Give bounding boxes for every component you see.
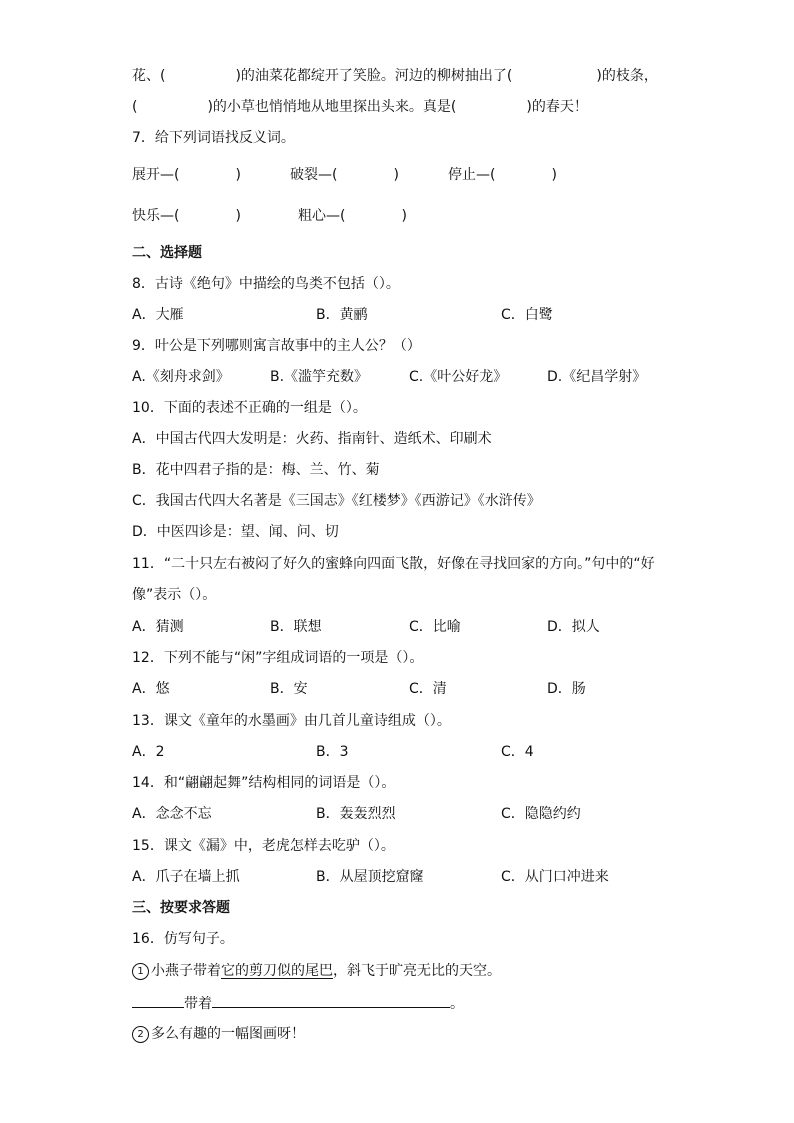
q10-option-b: B．花中四君子指的是：梅、兰、竹、菊 bbox=[132, 462, 380, 478]
answer-blank-subject[interactable] bbox=[132, 993, 184, 1008]
q16-example-sentence bbox=[132, 961, 501, 981]
q12-option-d: D．肠 bbox=[547, 681, 586, 697]
answer-blank-object[interactable] bbox=[212, 993, 450, 1008]
question-13-stem: 13．课文《童年的水墨画》由几首儿童诗组成（）。 bbox=[132, 713, 451, 729]
question-12-stem: 12．下列不能与“闲”字组成词语的一项是（）。 bbox=[132, 650, 424, 666]
q16-item-2 bbox=[132, 1024, 305, 1044]
circled-number-1: 1 bbox=[132, 963, 149, 980]
q7-item-5: 粗心—( ) bbox=[298, 208, 407, 224]
q8-option-a: A．大雁 bbox=[132, 307, 184, 323]
q14-option-b: B．轰轰烈烈 bbox=[316, 806, 396, 822]
fill-in-line-1: 花、( )的油菜花都绽开了笑脸。河边的柳树抽出了( )的枝条， bbox=[132, 68, 658, 84]
q16-example-part-1: 小燕子带着 bbox=[151, 963, 221, 979]
q9-option-c: C.《叶公好龙》 bbox=[409, 369, 508, 385]
question-9-stem: 9．叶公是下列哪则寓言故事中的主人公？（） bbox=[132, 338, 421, 354]
q8-option-b: B．黄鹂 bbox=[316, 307, 368, 323]
q13-option-c: C．4 bbox=[501, 744, 534, 760]
q10-option-a: A．中国古代四大发明是：火药、指南针、造纸术、印刷术 bbox=[132, 431, 492, 447]
q12-option-b: B．安 bbox=[270, 681, 308, 697]
question-11-stem-line-2: 像”表示（）。 bbox=[132, 587, 217, 603]
q7-item-2: 破裂—( ) bbox=[290, 167, 399, 183]
q11-option-d: D．拟人 bbox=[547, 619, 600, 635]
q7-item-1: 展开—( ) bbox=[132, 167, 241, 183]
q9-option-d: D.《纪昌学射》 bbox=[547, 369, 647, 385]
q9-option-b: B.《滥竽充数》 bbox=[270, 369, 369, 385]
q15-option-a: A．爪子在墙上抓 bbox=[132, 869, 240, 885]
q16-example-part-2: ，斜飞于旷亮无比的天空。 bbox=[333, 963, 501, 979]
q11-option-a: A．猜测 bbox=[132, 619, 184, 635]
q8-option-c: C．白鹭 bbox=[501, 307, 553, 323]
q7-item-3: 停止—( ) bbox=[448, 167, 557, 183]
section-2-heading: 二、选择题 bbox=[132, 245, 202, 261]
q14-option-a: A．念念不忘 bbox=[132, 806, 212, 822]
q13-option-b: B．3 bbox=[316, 744, 349, 760]
q10-option-d: D．中医四诊是：望、闻、问、切 bbox=[132, 524, 339, 540]
fill-in-line-2: ( )的小草也悄悄地从地里探出头来。真是( )的春天！ bbox=[132, 99, 588, 115]
q9-option-a: A.《刻舟求剑》 bbox=[132, 369, 230, 385]
q12-option-c: C．清 bbox=[409, 681, 447, 697]
q11-option-c: C．比喻 bbox=[409, 619, 461, 635]
q14-option-c: C．隐隐约约 bbox=[501, 806, 581, 822]
question-14-stem: 14．和“翩翩起舞”结构相同的词语是（）。 bbox=[132, 775, 396, 791]
circled-number-2: 2 bbox=[132, 1026, 149, 1043]
question-15-stem: 15．课文《漏》中，老虎怎样去吃驴（）。 bbox=[132, 838, 395, 854]
q16-fill-period: 。 bbox=[450, 996, 464, 1012]
q10-option-c: C．我国古代四大名著是《三国志》《红楼梦》《西游记》《水浒传》 bbox=[132, 493, 541, 509]
question-10-stem: 10．下面的表述不正确的一组是（）。 bbox=[132, 400, 367, 416]
q16-example-underlined: 它的剪刀似的尾巴 bbox=[221, 963, 333, 979]
question-8-stem: 8．古诗《绝句》中描绘的鸟类不包括（）。 bbox=[132, 276, 400, 292]
q16-fill-connector: 带着 bbox=[184, 996, 212, 1012]
q16-item-2-text: 多么有趣的一幅图画呀！ bbox=[151, 1026, 305, 1042]
question-11-stem-line-1: 11．“二十只左右被闷了好久的蜜蜂向四面飞散，好像在寻找回家的方向。”句中的“好 bbox=[132, 556, 655, 572]
q12-option-a: A．悠 bbox=[132, 681, 170, 697]
q13-option-a: A．2 bbox=[132, 744, 165, 760]
q7-item-4: 快乐—( ) bbox=[132, 208, 241, 224]
q15-option-b: B．从屋顶挖窟窿 bbox=[316, 869, 424, 885]
q16-fill-line bbox=[132, 993, 464, 1013]
q11-option-b: B．联想 bbox=[270, 619, 322, 635]
q15-option-c: C．从门口冲进来 bbox=[501, 869, 609, 885]
question-16-stem: 16．仿写句子。 bbox=[132, 931, 234, 947]
section-3-heading: 三、按要求答题 bbox=[132, 900, 230, 916]
question-7-stem: 7．给下列词语找反义词。 bbox=[132, 130, 295, 146]
